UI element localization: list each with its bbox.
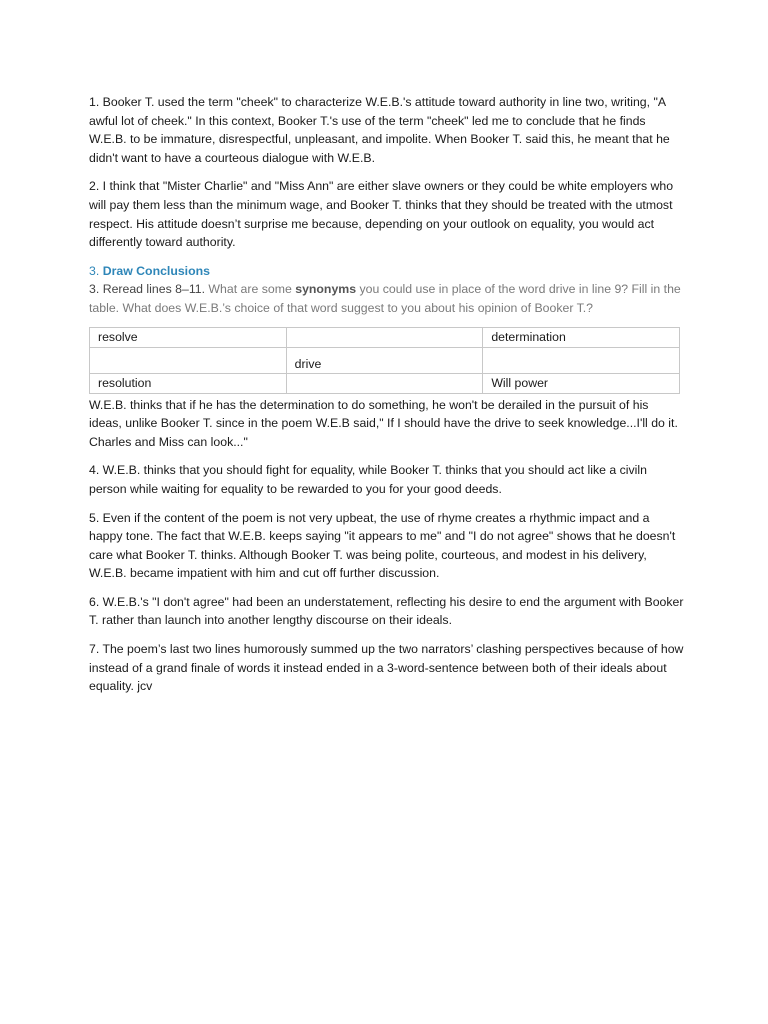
question-text-part1: What are some [205, 282, 296, 297]
table-row [90, 347, 680, 373]
synonym-table [89, 327, 680, 394]
question-number: 3. [89, 282, 100, 297]
answer-7: 7. The poem’s last two lines humorously summed up the two narrators’ clashing perspectives because of how instead of a grand finale of words it instead ended in a 3-word-sentence between both of their ideals about equality. jcv [89, 642, 684, 694]
question-text-part2: you could use in place of the word drive in line 9? Fill in the table. What does W.E.B.’s choice of that word suggest to you about his opinion of Booker T.? [89, 282, 681, 315]
section-title: Draw Conclusions [102, 263, 210, 278]
table-cell [90, 347, 287, 373]
table-cell: Will power [483, 373, 680, 393]
section-number: 3. [89, 263, 100, 278]
answer-5: 5. Even if the content of the poem is not very upbeat, the use of rhyme creates a rhythmic impact and a happy tone. The fact that W.E.B. keeps saying "it appears to me" and "I do not agree" shows that he doesn't care what Booker T. thinks. Although Booker T. was being polite, courteous, and modest in his delivery, W.E.B. became impatient with him and cut off further discussion. [89, 510, 676, 581]
document-page [89, 93, 684, 706]
answer-4: 4. W.E.B. thinks that you should fight for equality, while Booker T. thinks that you should act like a civiln person while waiting for equality to be rewarded to you for your good deeds. [89, 463, 647, 496]
table-cell: resolve [90, 327, 287, 347]
question-3 [89, 280, 684, 317]
answer-1: 1. Booker T. used the term "cheek" to characterize W.E.B.'s attitude toward authority in line two, writing, "A awful lot of cheek." In this context, Booker T.'s use of the term "cheek" led me to conclude that he finds W.E.B. to be immature, disrespectful, unpleasant, and impolite. When Booker T. said this, he meant that he didn't want to have a courteous dialogue with W.E.B. [89, 95, 670, 165]
table-row [90, 327, 680, 347]
question-keyword: synonyms [295, 282, 357, 297]
section-heading [89, 262, 684, 281]
table-cell [483, 347, 680, 373]
table-cell [286, 373, 483, 393]
table-cell: determination [483, 327, 680, 347]
answer-2: 2. I think that "Mister Charlie" and "Miss Ann" are either slave owners or they could be white employers who will pay them less than the minimum wage, and Booker T. thinks that they should be treated with the utmost respect. His attitude doesn’t surprise me because, depending on your outlook on equality, you would act differently toward authority. [89, 179, 674, 250]
table-cell [286, 327, 483, 347]
question-lead: Reread lines 8–11. [102, 282, 206, 297]
table-cell: drive [286, 347, 483, 373]
answer-3: W.E.B. thinks that if he has the determination to do something, he won't be derailed in the pursuit of his ideas, unlike Booker T. since in the poem W.E.B said," If I should have the drive to seek knowledge...I'll do it. Charles and Miss can look..." [89, 397, 678, 449]
answer-6: 6. W.E.B.'s "I don't agree" had been an understatement, reflecting his desire to end the argument with Booker T. rather than launch into another lengthy discourse on their ideals. [89, 594, 684, 628]
table-row [90, 373, 680, 393]
table-cell: resolution [90, 373, 287, 393]
